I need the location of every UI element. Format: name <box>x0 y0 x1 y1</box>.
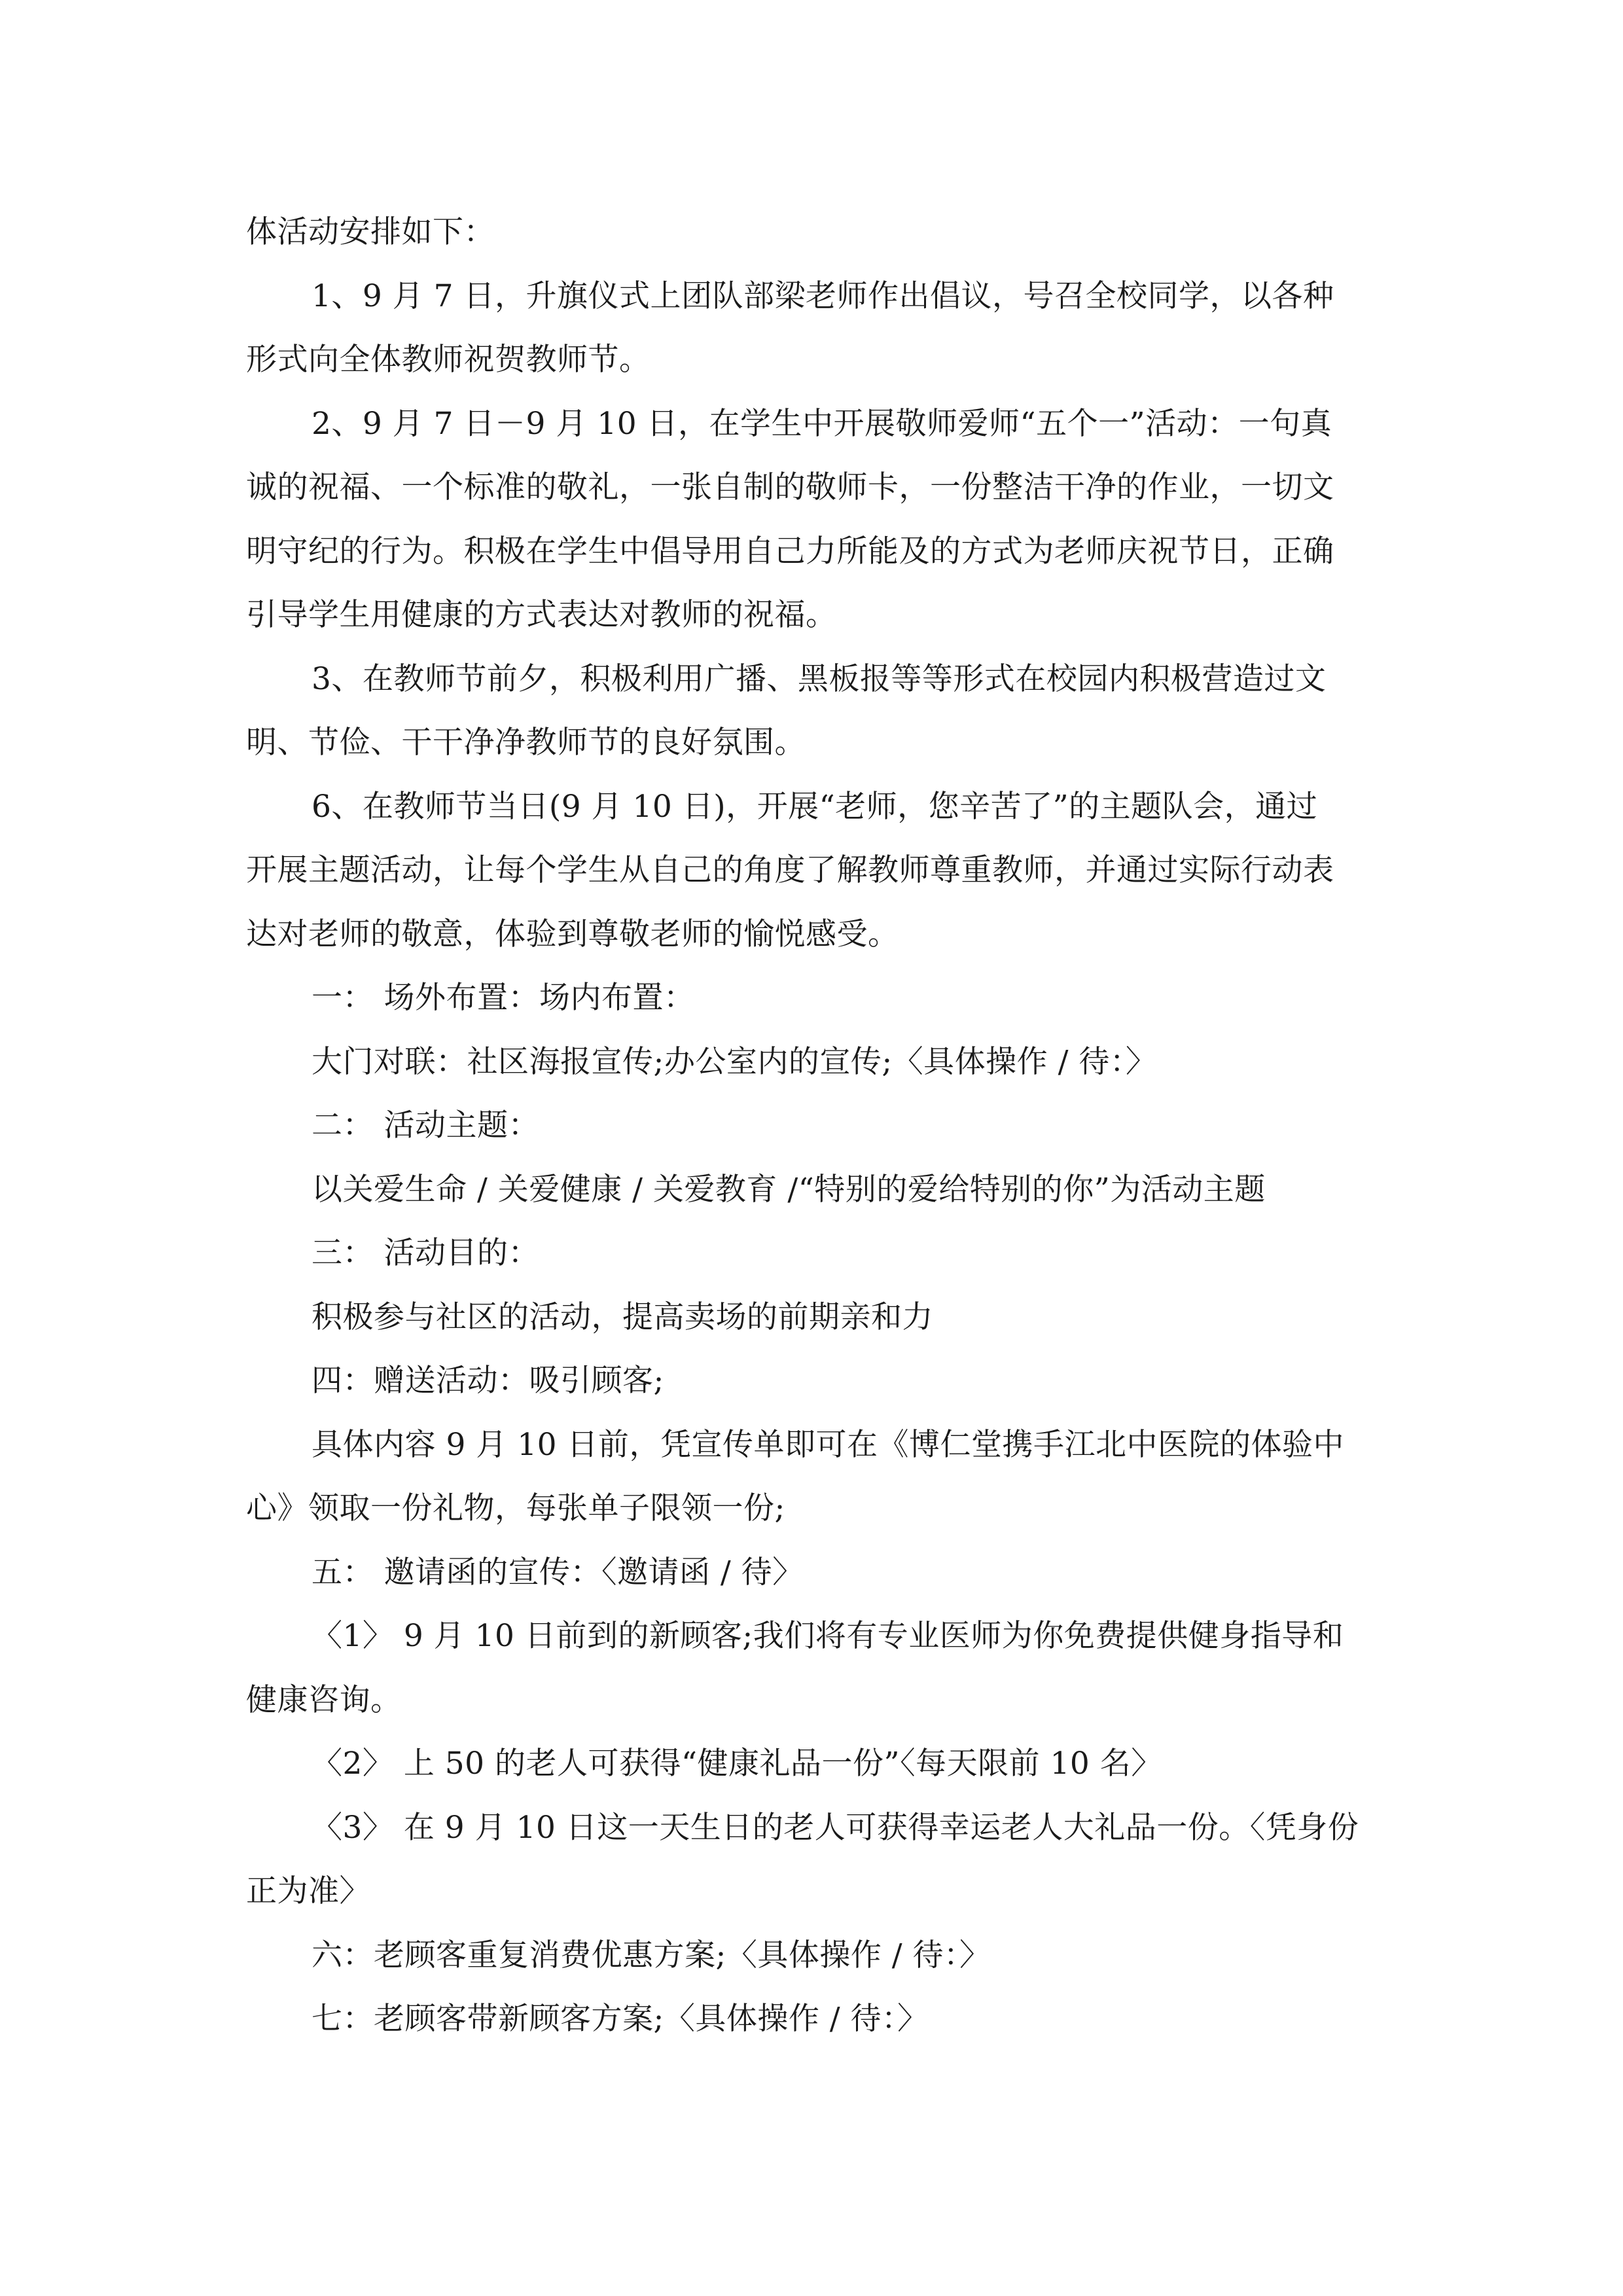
text-line: 以关爱生命 / 关爱健康 / 关爱教育 /“特别的爱给特别的你”为活动主题 <box>312 1171 1266 1208</box>
text-line: 达对老师的敬意，体验到尊敬老师的愉悦感受。 <box>246 916 899 952</box>
text-line: 形式向全体教师祝贺教师节。 <box>246 342 651 378</box>
text-line: 心》领取一份礼物，每张单子限领一份; <box>246 1490 785 1526</box>
text-line: 2、9 月 7 日－9 月 10 日，在学生中开展敬师爱师“五个一”活动：一句真 <box>312 405 1332 442</box>
text-line: 正为准〉 <box>246 1873 370 1909</box>
text-line: 6、在教师节当日(9 月 10 日)，开展“老师，您辛苦了”的主题队会，通过 <box>312 788 1318 825</box>
list-item: 〈2〉 上 50 的老人可获得“健康礼品一份”〈每天限前 10 名〉 <box>312 1746 1162 1782</box>
document-body <box>246 200 1378 2051</box>
section-heading: 六：老顾客重复消费优惠方案;〈具体操作 / 待：〉 <box>312 1937 991 1973</box>
text-line: 健康咨询。 <box>246 1681 402 1718</box>
text-line: 1、9 月 7 日，升旗仪式上团队部梁老师作出倡议，号召全校同学，以各种 <box>312 278 1334 314</box>
section-heading: 三： 活动目的： <box>312 1235 539 1271</box>
list-item: 〈3〉 在 9 月 10 日这一天生日的老人可获得幸运老人大礼品一份。〈凭身份 <box>312 1809 1359 1846</box>
text-line: 积极参与社区的活动，提高卖场的前期亲和力 <box>312 1299 933 1335</box>
section-heading: 一： 场外布置：场内布置： <box>312 980 695 1016</box>
text-line: 明守纪的行为。积极在学生中倡导用自己力所能及的方式为老师庆祝节日，正确 <box>246 533 1334 569</box>
text-line: 开展主题活动，让每个学生从自己的角度了解教师尊重教师，并通过实际行动表 <box>246 852 1334 888</box>
text-line: 体活动安排如下： <box>246 214 495 250</box>
text-line: 具体内容 9 月 10 日前，凭宣传单即可在《博仁堂携手江北中医院的体验中 <box>312 1426 1344 1463</box>
list-item: 〈1〉 9 月 10 日前到的新顾客;我们将有专业医师为你免费提供健身指导和 <box>312 1618 1344 1654</box>
section-heading: 五： 邀请函的宣传：〈邀请函 / 待〉 <box>312 1554 804 1590</box>
text-line: 引导学生用健康的方式表达对教师的祝福。 <box>246 597 837 633</box>
section-heading: 四：赠送活动：吸引顾客; <box>312 1363 664 1399</box>
section-heading: 二： 活动主题： <box>312 1107 539 1143</box>
section-heading: 七：老顾客带新顾客方案;〈具体操作 / 待：〉 <box>312 2001 929 2037</box>
text-line: 3、在教师节前夕，积极利用广播、黑板报等等形式在校园内积极营造过文 <box>312 660 1327 697</box>
text-line: 大门对联：社区海报宣传;办公室内的宣传;〈具体操作 / 待：〉 <box>312 1043 1157 1080</box>
text-line: 诚的祝福、一个标准的敬礼，一张自制的敬师卡，一份整洁干净的作业，一切文 <box>246 469 1334 505</box>
text-line: 明、节俭、干干净净教师节的良好氛围。 <box>246 725 806 761</box>
